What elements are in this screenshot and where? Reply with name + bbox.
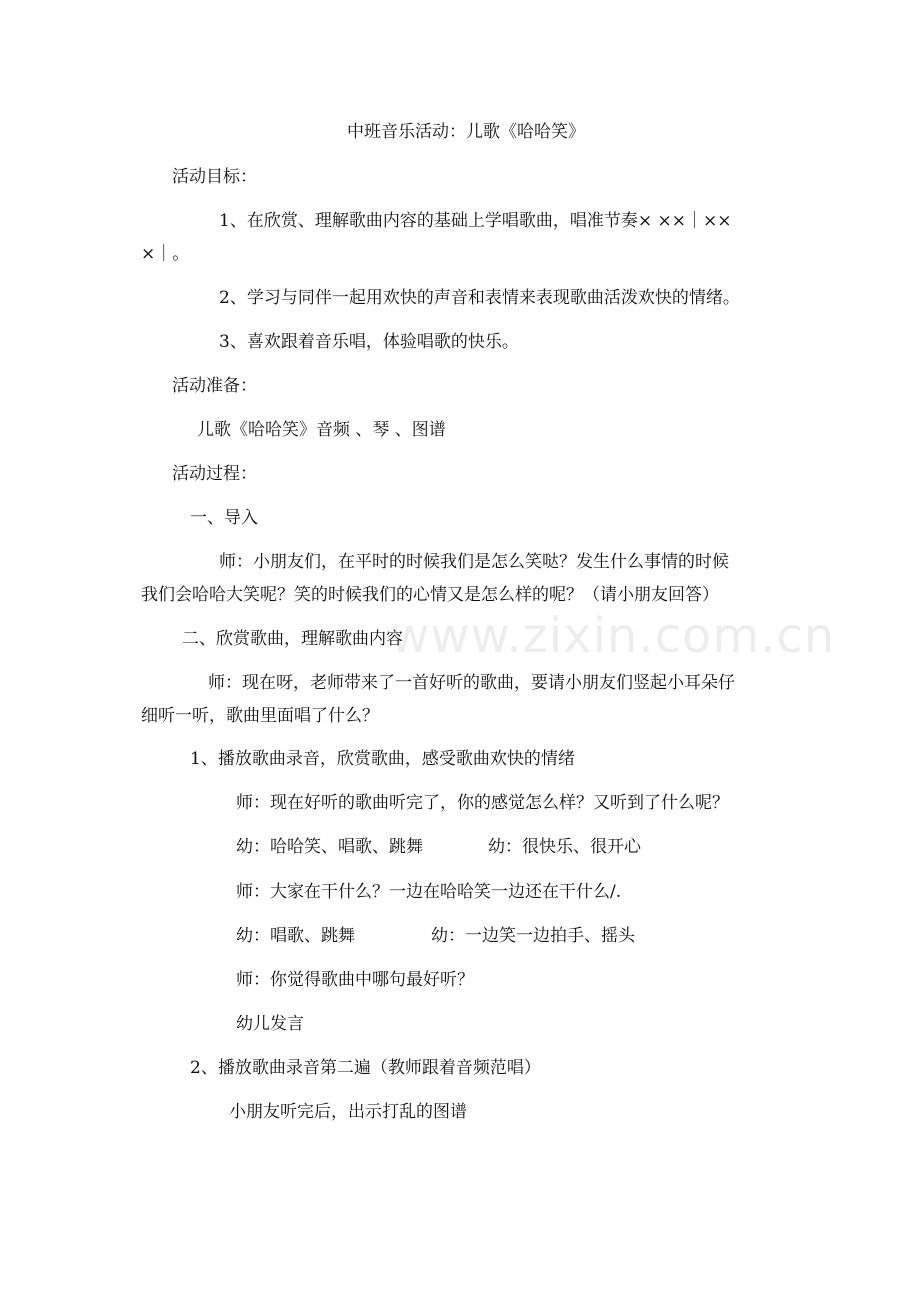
dialog-line-1: 师：现在好听的歌曲听完了，你的感觉怎么样？又听到了什么呢？ <box>236 793 729 813</box>
goal-1-line-2: ×｜。 <box>141 244 190 264</box>
watermark: www.zixin.com.cn <box>390 608 836 664</box>
dialog-line-2a: 幼：哈哈笑、唱歌、跳舞 <box>236 837 423 857</box>
step-1-text-line-2: 我们会哈哈大笑呢？笑的时候我们的心情又是怎么样的呢？（请小朋友回答） <box>141 585 719 605</box>
step-1-text-line-1: 师：小朋友们，在平时的时候我们是怎么笑哒？发生什么事情的时候 <box>219 552 729 572</box>
goal-1-line-1: 1、在欣赏、理解歌曲内容的基础上学唱歌曲，唱准节奏× ××｜×× <box>219 211 732 231</box>
goals-heading: 活动目标： <box>172 167 257 187</box>
dialog-line-5: 师：你觉得歌曲中哪句最好听？ <box>236 970 474 990</box>
prep-items: 儿歌《哈哈笑》音频 、琴 、图谱 <box>197 420 446 440</box>
goal-2: 2、学习与同伴一起用欢快的声音和表情来表现歌曲活泼欢快的情绪。 <box>219 288 740 308</box>
dialog-line-4b: 幼：一边笑一边拍手、摇头 <box>431 926 635 946</box>
dialog-line-6: 幼儿发言 <box>236 1014 304 1034</box>
page-title: 中班音乐活动：儿歌《哈哈笑》 <box>347 122 585 142</box>
dialog-line-4a: 幼：唱歌、跳舞 <box>236 926 355 946</box>
dialog-line-3: 师：大家在干什么？一边在哈哈笑一边还在干什么/. <box>236 882 622 902</box>
sub-step-1-heading: 1、播放歌曲录音，欣赏歌曲，感受歌曲欢快的情绪 <box>190 749 575 769</box>
sub-step-2-text: 小朋友听完后，出示打乱的图谱 <box>229 1102 467 1122</box>
dialog-line-2b: 幼：很快乐、很开心 <box>488 837 641 857</box>
sub-step-2-heading: 2、播放歌曲录音第二遍（教师跟着音频范唱） <box>190 1058 541 1078</box>
prep-heading: 活动准备： <box>172 376 257 396</box>
step-2-text-line-1: 师：现在呀，老师带来了一首好听的歌曲，要请小朋友们竖起小耳朵仔 <box>208 673 735 693</box>
step-1-heading: 一、导入 <box>190 508 258 528</box>
process-heading: 活动过程： <box>172 464 257 484</box>
step-2-heading: 二、欣赏歌曲，理解歌曲内容 <box>182 629 403 649</box>
goal-3: 3、喜欢跟着音乐唱，体验唱歌的快乐。 <box>219 332 519 352</box>
step-2-text-line-2: 细听一听，歌曲里面唱了什么？ <box>141 706 379 726</box>
